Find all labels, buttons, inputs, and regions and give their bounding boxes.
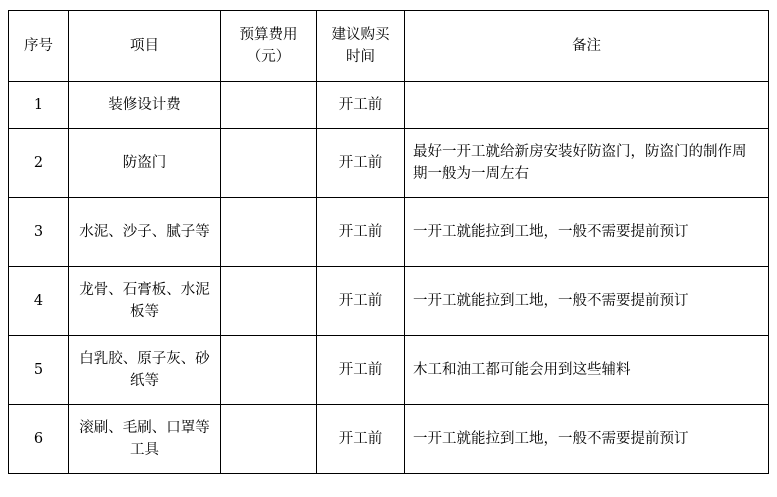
cell-time: 开工前: [317, 198, 405, 267]
table-header: [9, 11, 769, 82]
cell-remark: 最好一开工就给新房安装好防盗门，防盗门的制作周期一般为一周左右: [405, 129, 769, 198]
cell-budget: [221, 198, 317, 267]
column-header-item: 项目: [69, 11, 221, 82]
cell-budget: [221, 267, 317, 336]
cell-item: 白乳胶、原子灰、砂纸等: [69, 336, 221, 405]
table-row: [9, 129, 769, 198]
cell-item: 防盗门: [69, 129, 221, 198]
cell-item: 水泥、沙子、腻子等: [69, 198, 221, 267]
cell-no: 2: [9, 129, 69, 198]
column-header-no: 序号: [9, 11, 69, 82]
cell-budget: [221, 129, 317, 198]
cell-time: 开工前: [317, 336, 405, 405]
cell-remark: 一开工就能拉到工地，一般不需要提前预订: [405, 267, 769, 336]
cell-budget: [221, 336, 317, 405]
cell-no: 5: [9, 336, 69, 405]
cell-remark: 一开工就能拉到工地，一般不需要提前预订: [405, 405, 769, 474]
table-row: [9, 405, 769, 474]
cell-item: 龙骨、石膏板、水泥板等: [69, 267, 221, 336]
column-header-time: 建议购买时间: [317, 11, 405, 82]
cell-remark: 木工和油工都可能会用到这些辅料: [405, 336, 769, 405]
table-row: [9, 267, 769, 336]
cell-budget: [221, 82, 317, 129]
cell-time: 开工前: [317, 405, 405, 474]
column-header-remark: 备注: [405, 11, 769, 82]
cell-no: 4: [9, 267, 69, 336]
cell-time: 开工前: [317, 267, 405, 336]
cell-time: 开工前: [317, 82, 405, 129]
cell-item: 滚刷、毛刷、口罩等工具: [69, 405, 221, 474]
cell-no: 1: [9, 82, 69, 129]
table-row: [9, 82, 769, 129]
cell-remark: 一开工就能拉到工地，一般不需要提前预订: [405, 198, 769, 267]
cell-no: 6: [9, 405, 69, 474]
cell-time: 开工前: [317, 129, 405, 198]
budget-table: [8, 10, 769, 474]
cell-budget: [221, 405, 317, 474]
column-header-budget: 预算费用（元）: [221, 11, 317, 82]
cell-item: 装修设计费: [69, 82, 221, 129]
cell-remark: [405, 82, 769, 129]
table-header-row: [9, 11, 769, 82]
cell-no: 3: [9, 198, 69, 267]
table-row: [9, 198, 769, 267]
table-body: [9, 82, 769, 474]
table-row: [9, 336, 769, 405]
